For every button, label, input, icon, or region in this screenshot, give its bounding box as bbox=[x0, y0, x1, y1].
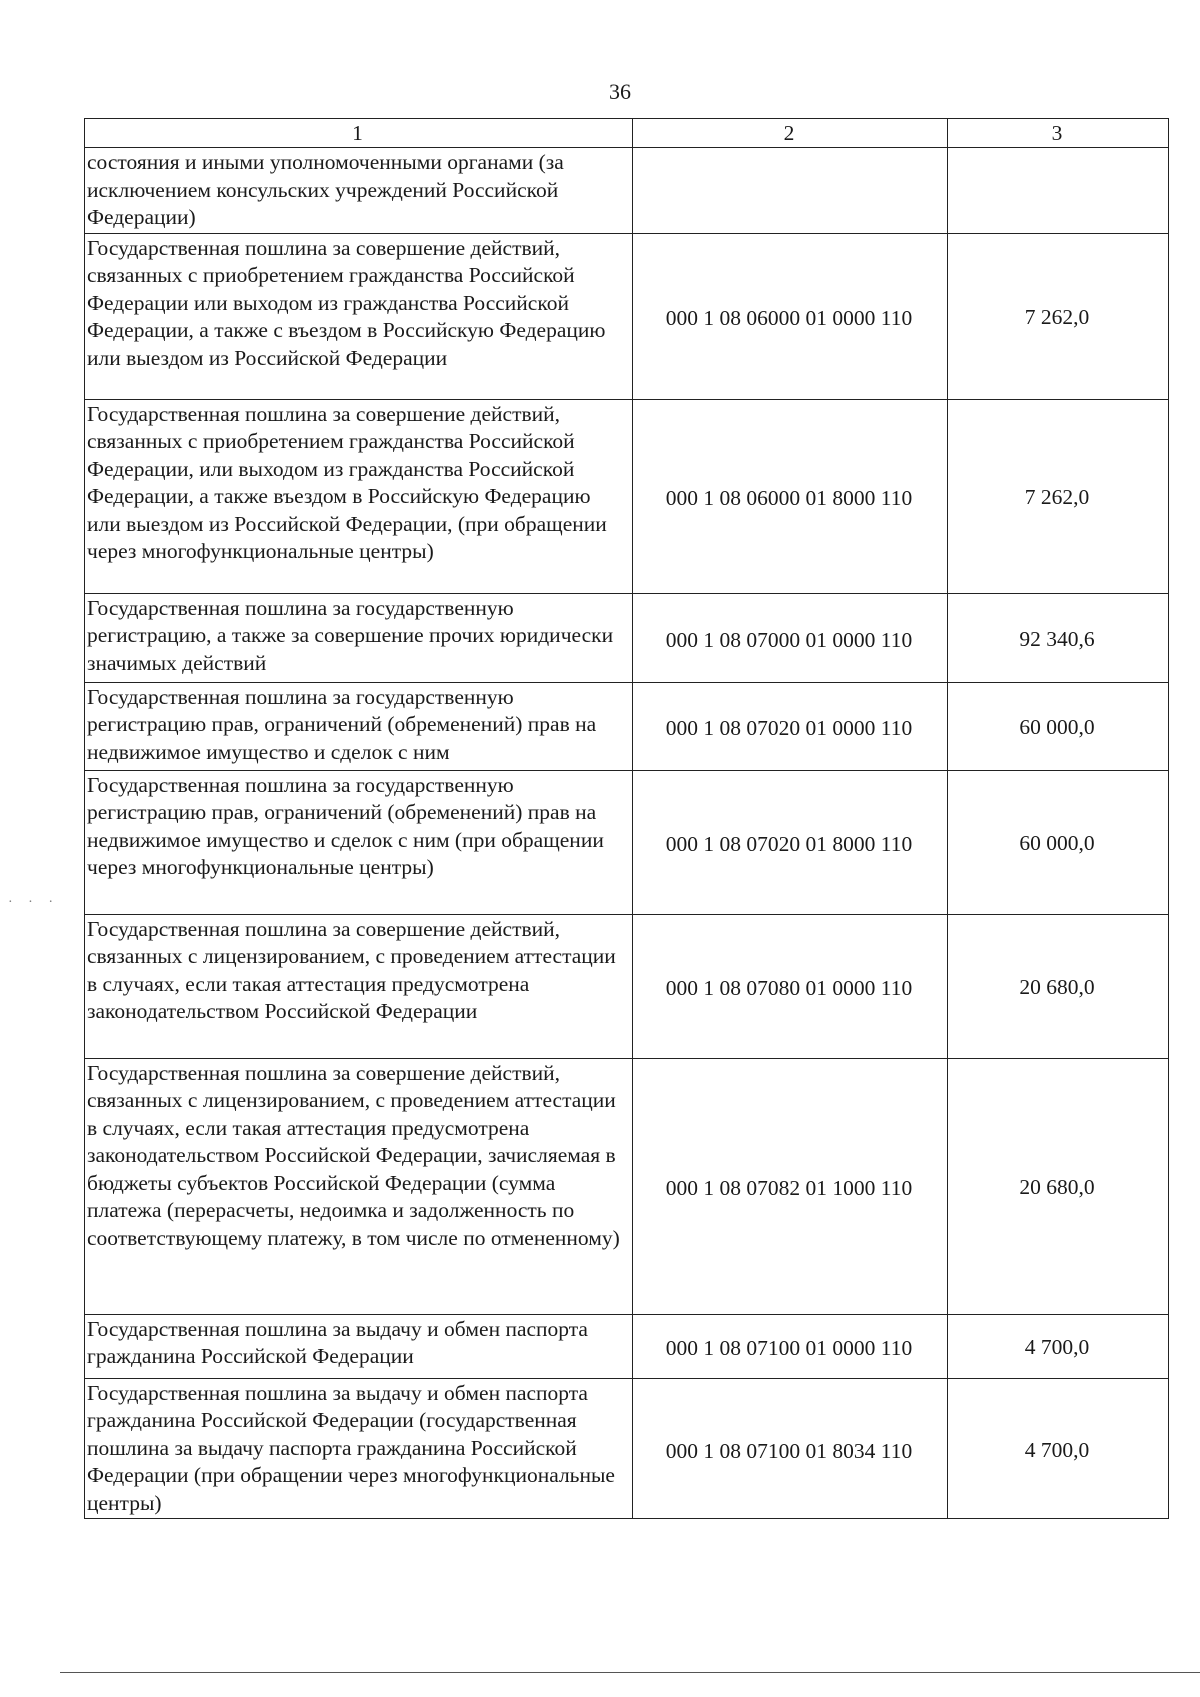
page-number: 36 bbox=[609, 79, 631, 104]
row-code-cell bbox=[633, 148, 948, 234]
table-row bbox=[85, 682, 1169, 770]
budget-revenue-table-container bbox=[84, 118, 1168, 1519]
table-row bbox=[85, 1058, 1169, 1314]
row-name-cell: Государственная пошлина за совершение действий, связанных с приобретением гражданства Российской Федерации или выходом из гражданства Российской Федерации, а также с въездом в Российскую Федерацию или выездом из Российской Федерации bbox=[85, 233, 633, 399]
row-name-cell: Государственная пошлина за государственную регистрацию, а также за совершение прочих юридически значимых действий bbox=[85, 593, 633, 682]
row-amount-cell: 60 000,0 bbox=[948, 682, 1169, 770]
row-amount-cell: 20 680,0 bbox=[948, 1058, 1169, 1314]
row-name-cell: Государственная пошлина за совершение действий, связанных с приобретением гражданства Российской Федерации, или выходом из гражданства Российской Федерации, а также въездом в Российскую Федерацию или выездом из Российской Федерации, (при обращении через многофункциональные центры) bbox=[85, 399, 633, 593]
row-code-cell: 000 1 08 07000 01 0000 110 bbox=[633, 593, 948, 682]
row-amount-cell: 20 680,0 bbox=[948, 914, 1169, 1058]
row-name-cell: Государственная пошлина за выдачу и обмен паспорта гражданина Российской Федерации bbox=[85, 1314, 633, 1378]
row-code-cell: 000 1 08 07100 01 0000 110 bbox=[633, 1314, 948, 1378]
row-code-cell: 000 1 08 06000 01 0000 110 bbox=[633, 233, 948, 399]
row-code-cell: 000 1 08 07020 01 8000 110 bbox=[633, 770, 948, 914]
table-row bbox=[85, 770, 1169, 914]
header-column-3: 3 bbox=[948, 119, 1169, 148]
row-amount-cell: 4 700,0 bbox=[948, 1314, 1169, 1378]
row-name-cell: состояния и иными уполномоченными органами (за исключением консульских учреждений Российской Федерации) bbox=[85, 148, 633, 234]
row-amount-cell: 7 262,0 bbox=[948, 233, 1169, 399]
row-amount-cell: 92 340,6 bbox=[948, 593, 1169, 682]
row-code-cell: 000 1 08 07080 01 0000 110 bbox=[633, 914, 948, 1058]
header-column-1: 1 bbox=[85, 119, 633, 148]
row-name-cell: Государственная пошлина за совершение действий, связанных с лицензированием, с проведением аттестации в случаях, если такая аттестация предусмотрена законодательством Российской Федерации bbox=[85, 914, 633, 1058]
table-row bbox=[85, 1378, 1169, 1519]
row-amount-cell bbox=[948, 148, 1169, 234]
footer-rule bbox=[60, 1672, 1200, 1673]
table-row bbox=[85, 148, 1169, 234]
row-name-cell: Государственная пошлина за государственную регистрацию прав, ограничений (обременений) прав на недвижимое имущество и сделок с ним bbox=[85, 682, 633, 770]
table-row bbox=[85, 399, 1169, 593]
scan-margin-specks: · · · bbox=[8, 895, 59, 910]
row-amount-cell: 60 000,0 bbox=[948, 770, 1169, 914]
table-row bbox=[85, 914, 1169, 1058]
row-amount-cell: 7 262,0 bbox=[948, 399, 1169, 593]
row-code-cell: 000 1 08 07020 01 0000 110 bbox=[633, 682, 948, 770]
row-code-cell: 000 1 08 07082 01 1000 110 bbox=[633, 1058, 948, 1314]
table-row bbox=[85, 233, 1169, 399]
table-row bbox=[85, 1314, 1169, 1378]
row-amount-cell: 4 700,0 bbox=[948, 1378, 1169, 1519]
row-name-cell: Государственная пошлина за совершение действий, связанных с лицензированием, с проведением аттестации в случаях, если такая аттестация предусмотрена законодательством Российской Федерации, зачисляемая в бюджеты субъектов Российской Федерации (сумма платежа (перерасчеты, недоимка и задолженность по соответствующему платежу, в том числе по отмененному) bbox=[85, 1058, 633, 1314]
budget-revenue-table bbox=[84, 118, 1169, 1519]
table-row bbox=[85, 593, 1169, 682]
table-header-row bbox=[85, 119, 1169, 148]
row-name-cell: Государственная пошлина за государственную регистрацию прав, ограничений (обременений) прав на недвижимое имущество и сделок с ним (при обращении через многофункциональные центры) bbox=[85, 770, 633, 914]
row-code-cell: 000 1 08 07100 01 8034 110 bbox=[633, 1378, 948, 1519]
row-name-cell: Государственная пошлина за выдачу и обмен паспорта гражданина Российской Федерации (государственная пошлина за выдачу паспорта гражданина Российской Федерации (при обращении через многофункциональные центры) bbox=[85, 1378, 633, 1519]
row-code-cell: 000 1 08 06000 01 8000 110 bbox=[633, 399, 948, 593]
header-column-2: 2 bbox=[633, 119, 948, 148]
